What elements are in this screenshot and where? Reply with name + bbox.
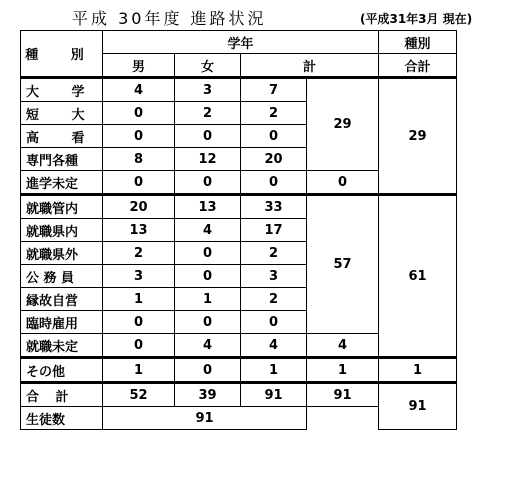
table-row: 大 学 4 3 7 29 29 [21, 78, 457, 102]
table-row: 高 看 0 0 0 [21, 125, 457, 148]
table-row: 就職県外 2 0 2 [21, 242, 457, 265]
table-row: 就職未定 0 4 4 4 [21, 334, 457, 358]
table-row: 専門各種 8 12 20 [21, 148, 457, 171]
subtotal-employment: 57 [307, 195, 379, 334]
page-title: 平成 30年度 進路状況 [72, 9, 267, 28]
header-male: 男 [103, 54, 175, 78]
career-status-table [20, 30, 457, 430]
subtotal-employment-undecided: 4 [307, 334, 379, 358]
header-row-1 [21, 31, 457, 54]
table-row: 就職県内 13 4 17 [21, 219, 457, 242]
table-row: 進学未定 0 0 0 0 [21, 171, 457, 195]
subtotal-higher-ed: 29 [307, 78, 379, 171]
as-of-note: (平成31年3月 現在) [360, 12, 473, 26]
totals-row: 合 計 52 39 91 91 91 [21, 383, 457, 407]
header-female: 女 [175, 54, 241, 78]
type-total-higher-ed: 29 [379, 78, 457, 195]
students-row: 生徒数 91 [21, 407, 457, 430]
table-row: 公 務 員 3 0 3 [21, 265, 457, 288]
student-count: 91 [103, 407, 307, 430]
table-row: 臨時雇用 0 0 0 [21, 311, 457, 334]
header-grade: 学年 [103, 31, 379, 54]
type-total-employment: 61 [379, 195, 457, 358]
table-row: 縁故自営 1 1 2 [21, 288, 457, 311]
subtotal-grand: 91 [307, 383, 379, 407]
table-row: その他 1 0 1 1 1 [21, 358, 457, 383]
table-row: 短 大 0 2 2 [21, 102, 457, 125]
header-total: 計 [241, 54, 379, 78]
subtotal-higher-ed-undecided: 0 [307, 171, 379, 195]
subtotal-other: 1 [307, 358, 379, 383]
header-type: 種 別 [21, 31, 103, 78]
table-row: 就職管内 20 13 33 57 61 [21, 195, 457, 219]
header-type-total-2: 合計 [379, 54, 457, 78]
header-type-total-1: 種別 [379, 31, 457, 54]
type-total-other: 1 [379, 358, 457, 383]
type-total-grand: 91 [379, 383, 457, 430]
